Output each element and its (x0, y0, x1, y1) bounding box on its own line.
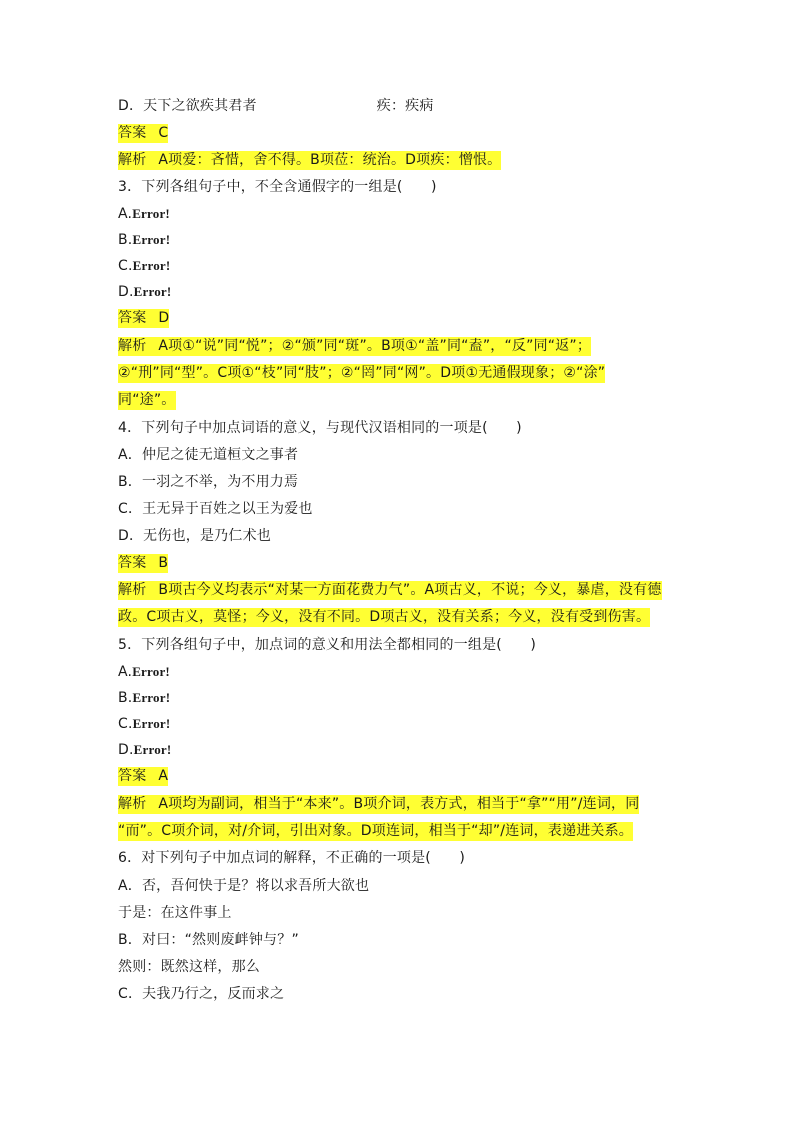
option-prefix: A. (118, 664, 133, 680)
analysis-line (118, 794, 639, 814)
analysis-line-cont (118, 821, 633, 841)
answer-highlight (118, 124, 168, 143)
option-a: A．否，吾何快于是？将以求吾所大欲也 (118, 878, 370, 894)
option-prefix: C. (118, 258, 133, 274)
error-text: Error! (133, 742, 172, 757)
question-6: 6．对下列句子中加点词的解释，不正确的一项是( ) (118, 850, 466, 866)
analysis-text: A项爱：吝惜，舍不得。B项莅：统治。D项疾：憎恨。 (158, 152, 502, 168)
analysis-line (118, 580, 662, 600)
answer-value: C (158, 125, 169, 141)
option-text: D．天下之欲疾其君者 (118, 98, 257, 114)
answer-value: B (158, 555, 169, 571)
error-text: Error! (132, 664, 170, 679)
analysis-highlight (118, 337, 591, 356)
analysis-highlight: “而”。C项介词，对/介词，引出对象。D项连词，相当于“却”/连词，表递进关系。 (118, 823, 633, 839)
question-3: 3．下列各组句子中，不全含通假字的一组是( ) (118, 179, 437, 195)
answer-label: 答案 (118, 555, 147, 571)
answer-line (118, 766, 168, 786)
error-text: Error! (133, 284, 172, 299)
analysis-highlight: ②“刑”同“型”。C项①“枝”同“肢”；②“罔”同“网”。D项①无通假现象；②“涂” (118, 365, 606, 381)
option-c: C．王无异于百姓之以王为爱也 (118, 501, 313, 517)
answer-highlight (118, 554, 168, 573)
answer-value: D (158, 310, 170, 326)
option-a (118, 662, 170, 682)
analysis-line (118, 150, 501, 170)
option-gloss: 于是：在这件事上 (118, 905, 232, 921)
question-4: 4．下列句子中加点词语的意义，与现代汉语相同的一项是( ) (118, 420, 522, 436)
error-text: Error! (132, 258, 171, 273)
answer-label: 答案 (118, 768, 147, 784)
analysis-highlight: 同“途”。 (118, 392, 176, 408)
error-text: Error! (132, 690, 171, 705)
option-b (118, 230, 170, 250)
option-a (118, 204, 170, 224)
error-text: Error! (132, 206, 170, 221)
option-prefix: B. (118, 232, 133, 248)
option-prefix: B. (118, 690, 133, 706)
analysis-label: 解析 (118, 152, 147, 168)
analysis-label: 解析 (118, 796, 147, 812)
analysis-highlight (118, 581, 662, 600)
option-d (118, 282, 171, 302)
answer-label: 答案 (118, 125, 147, 141)
error-text: Error! (132, 232, 171, 247)
answer-highlight (118, 309, 169, 328)
option-prefix: A. (118, 206, 133, 222)
analysis-label: 解析 (118, 582, 147, 598)
answer-line (118, 553, 168, 573)
option-b: B．一羽之不举，为不用力焉 (118, 474, 299, 490)
answer-label: 答案 (118, 310, 147, 326)
option-gloss: 然则：既然这样，那么 (118, 959, 260, 975)
analysis-text: A项均为副词，相当于“本来”。B项介词，表方式，相当于“拿”“用”/连词，同 (158, 796, 640, 812)
analysis-text: B项古今义均表示“对某一方面花费力气”。A项古义，不说；今义，暴虐，没有德 (158, 582, 662, 598)
option-prefix: C. (118, 716, 133, 732)
question-5: 5．下列各组句子中，加点词的意义和用法全都相同的一组是( ) (118, 637, 537, 653)
option-b: B．对曰：“然则废衅钟与？” (118, 932, 299, 948)
option-prefix: D. (118, 284, 134, 300)
analysis-label: 解析 (118, 338, 147, 354)
analysis-highlight: 政。C项古义，莫怪；今义，没有不同。D项古义，没有关系；今义，没有受到伤害。 (118, 609, 651, 625)
answer-value: A (158, 768, 169, 784)
error-text: Error! (132, 716, 171, 731)
option-a: A．仲尼之徒无道桓文之事者 (118, 447, 299, 463)
analysis-line-cont (118, 390, 176, 410)
analysis-line-cont (118, 363, 605, 383)
analysis-text: A项①“说”同“悦”；②“颁”同“斑”。B项①“盖”同“盍”，“反”同“返”； (158, 338, 592, 354)
analysis-highlight (118, 795, 639, 814)
option-c (118, 256, 170, 276)
answer-line (118, 308, 169, 328)
option-d-line (118, 96, 434, 116)
analysis-highlight (118, 151, 501, 170)
option-c: C．夫我乃行之，反而求之 (118, 986, 285, 1002)
answer-line (118, 123, 168, 143)
option-c (118, 714, 170, 734)
option-d: D．无伤也，是乃仁术也 (118, 528, 271, 544)
option-prefix: D. (118, 742, 134, 758)
answer-highlight (118, 767, 168, 786)
option-b (118, 688, 170, 708)
analysis-line-cont (118, 607, 650, 627)
option-d (118, 740, 171, 760)
option-annotation: 疾：疾病 (376, 98, 434, 114)
analysis-line (118, 336, 591, 356)
